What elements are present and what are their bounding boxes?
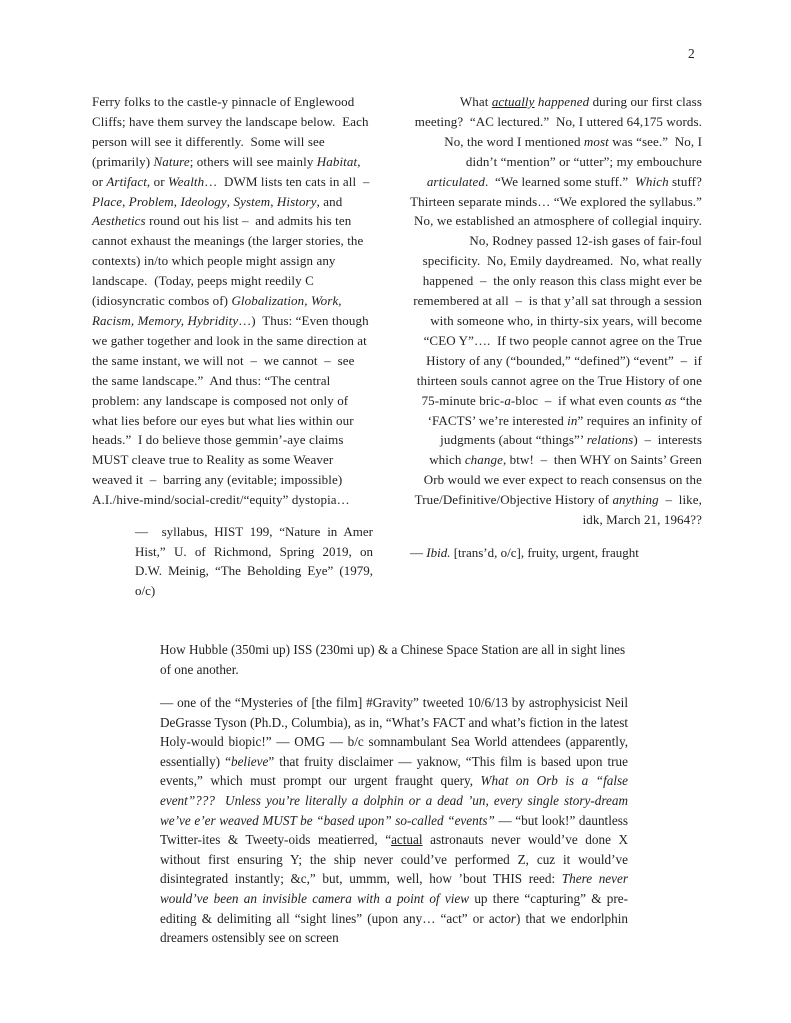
footnote-heading: How Hubble (350mi up) ISS (230mi up) & a Chinese Space Station are all in sight lines of one another. (160, 642, 629, 677)
page-number: 2 (688, 46, 695, 61)
epigraph-left (92, 92, 377, 600)
footnote-block (160, 640, 632, 948)
epigraph-right-attribution: — Ibid. [trans’d, o/c], fruity, urgent, fraught (410, 544, 639, 560)
footnote-paragraph: — one of the “Mysteries of [the film] #Gravity” tweeted 10/6/13 by astrophysicist Neil DeGrasse Tyson (Ph.D., Columbia), as in, “What’s FACT and what’s fiction in the latest Holy-would biopic!” — OMG — b/c somnambulant Sea World attendees (apparently, essentially) “believe” that fruity disclaimer — yaknow, “This film is based upon true events,” which must prompt our urgent fraught query, What on Orb is a “false event”??? Unless you’re literally a dolphin or a dead ’un, every single story-dream we’ve e’er weaved MUST be “based upon” so-called “events” — “but look!” dauntless Twitter-ites & Tweety-oids meatierred, “actual astronauts never would’ve done X without first ensuring Y; the ship never could’ve performed Z, cuz it would’ve disintegrated instantly; &c,” but, ummm, well, how ’bout THIS reed: There never would’ve been an invisible camera with a point of view up there “capturing” & pre-editing & delimiting all “sight lines” (upon any… “act” or actor) that we endorlphin dreamers ostensibly see on screen (160, 695, 632, 946)
epigraph-left-attribution: — syllabus, HIST 199, “Nature in Amer Hist,” U. of Richmond, Spring 2019, on D.W. Meinig, “The Beholding Eye” (1979, o/c) (135, 524, 377, 598)
epigraph-right-body: What actually happened during our first class meeting? “AC lectured.” No, I uttered 64,175 words. No, the word I mentioned most was “see.” No, I didn’t “mention” or “utter”; my embouchure articulated. “We learned some stuff.” Which stuff? Thirteen separate minds… “We explored the syllabus.” No, we established an atmosphere of collegial inquiry. No, Rodney passed 12-ish gases of fair-foul specificity. No, Emily daydreamed. No, what really happened – the only reason this class might ever be remembered at all – is that y’all sat through a session with someone who, in thirty-six years, will become “CEO Y”…. If two people cannot agree on the True History of any (“bounded,” “defined”) “event” – if thirteen souls cannot agree on the True History of one 75-minute bric-a-bloc – if what even counts as “the ‘FACTS’ we’re interested in” requires an infinity of judgments (about “things”’ relations) – interests which change, btw! – then WHY on Saints’ Green Orb would we ever expect to reach consensus on the True/Definitive/Objective History of anything – like, idk, March 21, 1964?? (410, 94, 709, 528)
epigraph-left-body: Ferry folks to the castle-y pinnacle of Englewood Cliffs; have them survey the landscape below. Each person will see it differently. Some will see (primarily) Nature; others will see mainly Habitat, or Artifact, or Wealth… DWM lists ten cats in all – Place, Problem, Ideology, System, History, and Aesthetics round out his list – and admits his ten cannot exhaust the meanings (the larger stories, the contexts) in/to which people might assign any landscape. (Today, peeps might reedily C (idiosyncratic combos of) Globalization, Work, Racism, Memory, Hybridity…) Thus: “Even though we gather together and look in the same direction at the same instant, we will not – we cannot – see the same landscape.” And thus: “The central problem: any landscape is composed not only of what lies before our eyes but what lies within our heads.” I do believe those gemmin’-aye claims MUST cleave true to Reality as some Weaver weaved it – barring any (evitable; impossible) A.I./hive-mind/social-credit/“equity” dystopia… (92, 94, 377, 508)
epigraph-right (410, 92, 709, 562)
